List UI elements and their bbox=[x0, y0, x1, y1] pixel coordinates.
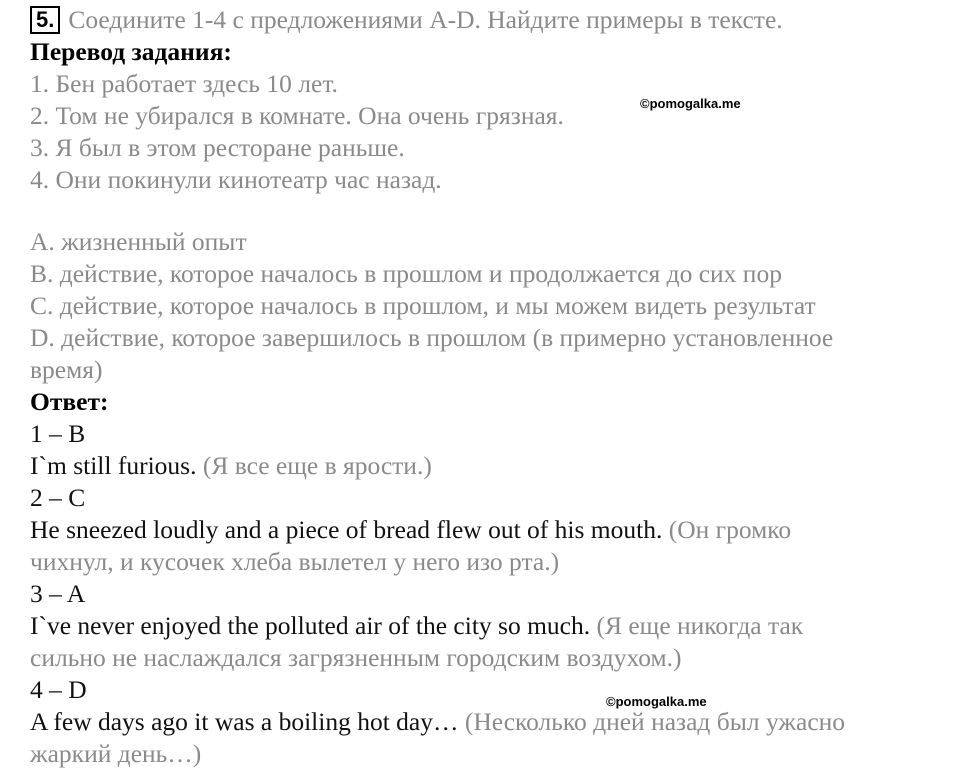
answer-pair-2: 2 – C bbox=[30, 483, 86, 512]
option-a: A. жизненный опыт bbox=[30, 227, 247, 256]
answer-example-2 bbox=[30, 514, 950, 546]
answer-english-3: I`ve never enjoyed the polluted air of the city so much. bbox=[30, 611, 591, 640]
answer-translation-4: (Несколько дней назад был ужасно bbox=[458, 707, 846, 736]
translation-heading: Перевод задания: bbox=[30, 37, 232, 66]
watermark-top: ©pomogalka.me bbox=[640, 96, 741, 111]
answer-translation-4-continued: жаркий день…) bbox=[30, 739, 202, 768]
translation-sentence-3: 3. Я был в этом ресторане раньше. bbox=[30, 133, 405, 162]
answer-pair-1: 1 – B bbox=[30, 419, 86, 448]
option-c: C. действие, которое началось в прошлом, и мы можем видеть результат bbox=[30, 291, 816, 320]
exercise-page bbox=[30, 4, 950, 770]
answer-translation-2: (Он громко bbox=[668, 515, 792, 544]
answer-english-2: He sneezed loudly and a piece of bread flew out of his mouth. bbox=[30, 515, 663, 544]
answer-example-3 bbox=[30, 610, 950, 642]
answer-example-1 bbox=[30, 450, 950, 482]
option-d-continued: время) bbox=[30, 355, 103, 384]
answer-pair-4: 4 – D bbox=[30, 675, 87, 704]
answer-translation-3: (Я еще никогда так bbox=[596, 611, 804, 640]
translation-sentence-1: 1. Бен работает здесь 10 лет. bbox=[30, 69, 338, 98]
translation-sentence-4: 4. Они покинули кинотеатр час назад. bbox=[30, 165, 442, 194]
translation-sentence-2: 2. Том не убирался в комнате. Она очень грязная. bbox=[30, 101, 564, 130]
option-d: D. действие, которое завершилось в прошлом (в примерно установленное bbox=[30, 323, 834, 352]
spacer bbox=[30, 196, 950, 226]
answer-translation-2-continued: чихнул, и кусочек хлеба вылетел у него изо рта.) bbox=[30, 547, 560, 576]
task-instruction: Соедините 1-4 с предложениями A-D. Найдите примеры в тексте. bbox=[68, 5, 783, 34]
task-instruction-line bbox=[30, 4, 950, 36]
task-number-badge: 5. bbox=[30, 6, 60, 34]
watermark-bottom: ©pomogalka.me bbox=[606, 694, 707, 709]
option-b: B. действие, которое началось в прошлом и продолжается до сих пор bbox=[30, 259, 782, 288]
answer-translation-3-continued: сильно не наслаждался загрязненным городским воздухом.) bbox=[30, 643, 682, 672]
answer-english-1: I`m still furious. bbox=[30, 451, 197, 480]
answer-example-4 bbox=[30, 706, 950, 738]
answer-pair-3: 3 – A bbox=[30, 579, 86, 608]
answer-translation-1: (Я все еще в ярости.) bbox=[202, 451, 432, 480]
answer-heading: Ответ: bbox=[30, 387, 109, 416]
answer-english-4: A few days ago it was a boiling hot day… bbox=[30, 707, 459, 736]
